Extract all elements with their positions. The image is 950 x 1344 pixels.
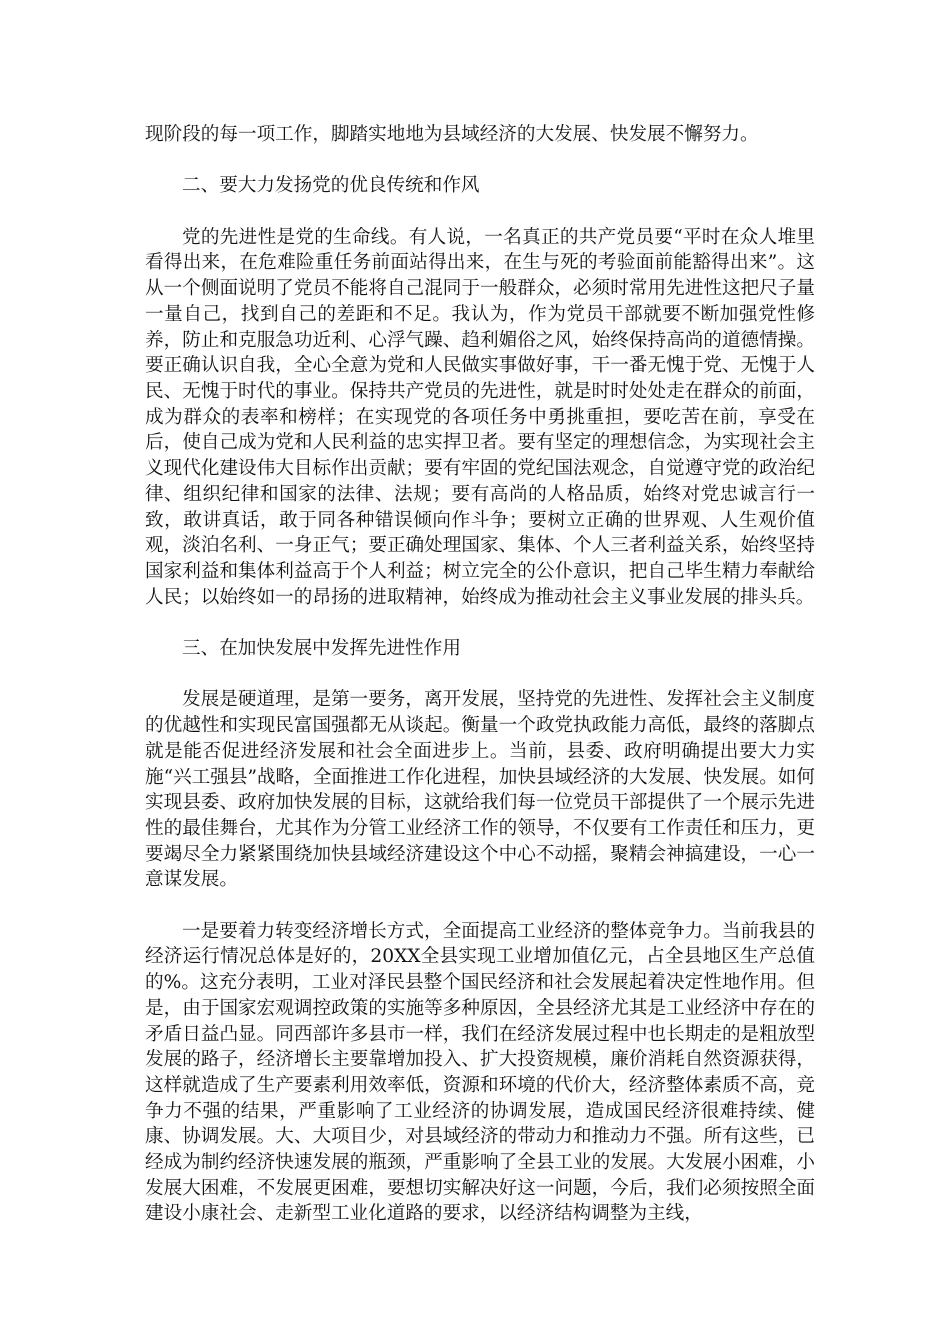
section-3-paragraph: 发展是硬道理，是第一要务，离开发展，坚持党的先进性、发挥社会主义制度的优越性和实现民富国强都无从谈起。衡量一个政党执政能力高低，最终的落脚点就是能否促进经济发展和社会全面进步上。当前，县委、政府明确提出要大力实施“兴工强县”战略，全面推进工作化进程，加快县域经济的大发展、快发展。如何实现县委、政府加快发展的目标，这就给我们每一位党员干部提供了一个展示先进性的最佳舞台，尤其作为分管工业经济工作的领导，不仅要有工作责任和压力，更要竭尽全力紧紧围绕加快县域经济建设这个中心不动摇，聚精会神搞建设，一心一意谋发展。 — [145, 689, 815, 891]
point-1-paragraph: 一是要着力转变经济增长方式，全面提高工业经济的整体竞争力。当前我县的经济运行情况总体是好的，20XX全县实现工业增加值亿元，占全县地区生产总值的%。这充分表明，工业对泽民县整个国民经济和社会发展起着决定性地作用。但是，由于国家宏观调控政策的实施等多种原因，全县经济尤其是工业经济中存在的矛盾日益凸显。同西部许多县市一样，我们在经济发展过程中也长期走的是粗放型发展的路子，经济增长主要靠增加投入、扩大投资规模，廉价消耗自然资源获得，这样就造成了生产要素利用效率低，资源和环境的代价大，经济整体素质不高，竞争力不强的结果，严重影响了工业经济的协调发展，造成国民经济很难持续、健康、协调发展。大、大项目少，对县域经济的带动力和推动力不强。所有这些，已经成为制约经济快速发展的瓶颈，严重影响了全县工业的发展。大发展小困难，小发展大困难，不发展更困难，要想切实解决好这一问题，今后，我们必须按照全面建设小康社会、走新型工业化道路的要求，以经济结构调整为主线， — [145, 920, 815, 1225]
section-heading-3: 三、在加快发展中发挥先进性作用 — [182, 638, 461, 660]
section-heading-2: 二、要大力发扬党的优良传统和作风 — [182, 175, 480, 197]
document-page — [145, 122, 815, 1253]
continuation-paragraph: 现阶段的每一项工作，脚踏实地地为县域经济的大发展、快发展不懈努力。 — [145, 124, 759, 145]
section-2-paragraph: 党的先进性是党的生命线。有人说，一名真正的共产党员要“平时在众人堆里看得出来，在危难险重任务前面站得出来，在生与死的考验面前能豁得出来”。这从一个侧面说明了党员不能将自己混同于一般群众，必须时常用先进性这把尺子量一量自己，找到自己的差距和不足。我认为，作为党员干部就要不断加强党性修养，防止和克服急功近利、心浮气躁、趋利媚俗之风，始终保持高尚的道德情操。要正确认识自我，全心全意为党和人民做实事做好事，干一番无愧于党、无愧于人民、无愧于时代的事业。保持共产党员的先进性，就是时时处处走在群众的前面，成为群众的表率和榜样；在实现党的各项任务中勇挑重担，要吃苦在前，享受在后，使自己成为党和人民利益的忠实捍卫者。要有坚定的理想信念，为实现社会主义现代化建设伟大目标作出贡献；要有牢固的党纪国法观念，自觉遵守党的政治纪律、组织纪律和国家的法律、法规；要有高尚的人格品质，始终对党忠诚言行一致，敢讲真话，敢于同各种错误倾向作斗争；要树立正确的世界观、人生观价值观，淡泊名利、一身正气；要正确处理国家、集体、个人三者利益关系，始终坚持国家利益和集体利益高于个人利益；树立完全的公仆意识，把自己毕生精力奉献给人民；以始终如一的昂扬的进取精神，始终成为推动社会主义事业发展的排头兵。 — [145, 226, 815, 608]
